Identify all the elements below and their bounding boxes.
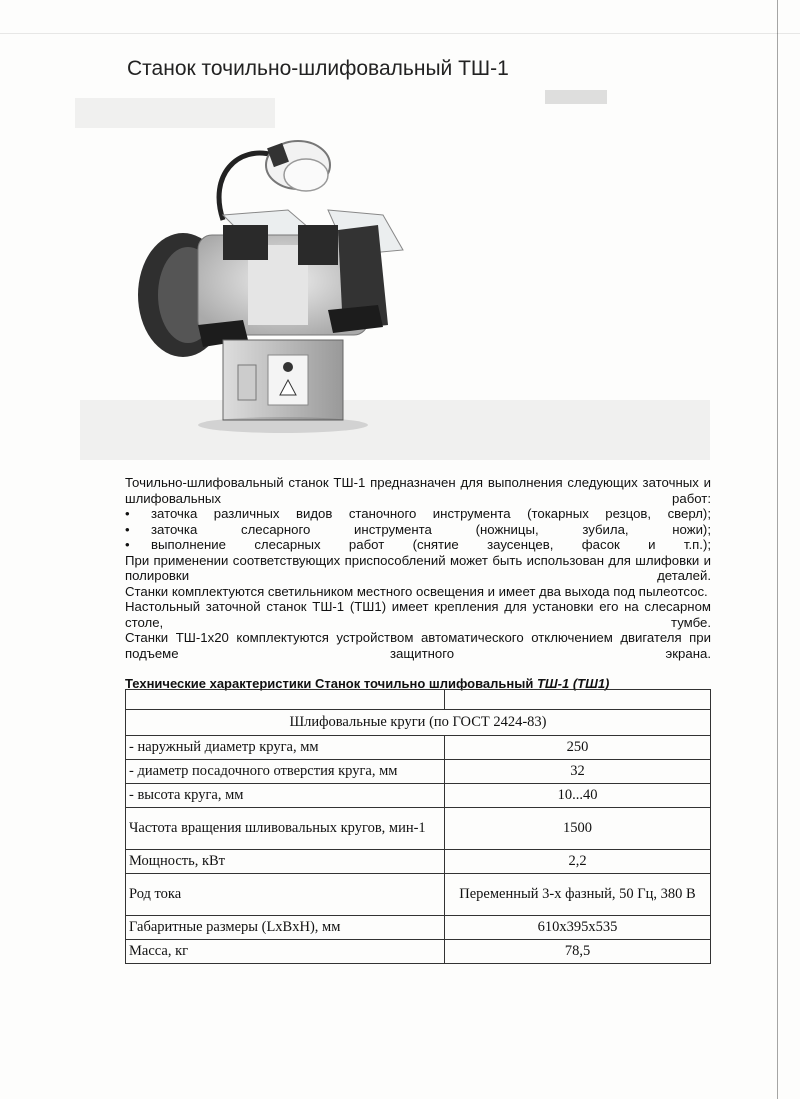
spec-label: Мощность, кВт <box>126 850 445 874</box>
paragraph-line: Настольный заточной станок ТШ-1 (ТШ1) имеет крепления для установки его на слесарном <box>125 599 711 614</box>
table-row <box>126 940 711 964</box>
table-row <box>126 916 711 940</box>
table-cell <box>126 690 445 710</box>
table-title-model: ТШ-1 (ТШ1) <box>536 676 610 691</box>
spec-label: - наружный диаметр круга, мм <box>126 736 445 760</box>
description-intro-end: шлифовальных работ: <box>125 490 711 506</box>
description-intro: Точильно-шлифовальный станок ТШ-1 предназначен для выполнения следующих заточных и <box>125 475 711 490</box>
list-item <box>125 522 711 538</box>
bullet-mark: • <box>125 521 130 537</box>
list-item <box>125 506 711 522</box>
bullet-mark: • <box>125 537 130 552</box>
scan-edge-line <box>0 33 800 34</box>
list-item-text: выполнение слесарных работ (снятие заусенцев, фасок и т.п.); <box>151 537 711 552</box>
paragraph-line: столе, тумбе. <box>125 614 711 630</box>
spec-label: - диаметр посадочного отверстия круга, мм <box>126 760 445 784</box>
paragraph-line: полировки деталей. <box>125 568 711 583</box>
spec-value: 10...40 <box>445 784 711 808</box>
list-item-text: заточка слесарного инструмента (ножницы, зубила, ножи); <box>151 521 711 537</box>
table-section-header: Шлифовальные круги (по ГОСТ 2424-83) <box>126 710 711 736</box>
table-row <box>126 874 711 916</box>
page-title: Станок точильно-шлифовальный ТШ-1 <box>127 57 509 80</box>
grinding-machine-image <box>128 115 418 440</box>
table-cell <box>445 690 711 710</box>
table-row <box>126 760 711 784</box>
paragraph-line: Станки комплектуются светильником местного освещения и имеет два выхода под пылеотсос. <box>125 583 708 599</box>
spec-label: Частота вращения шливовальных кругов, мин-1 <box>126 808 445 850</box>
scan-edge-line <box>777 0 778 1099</box>
spec-value: 32 <box>445 760 711 784</box>
table-row <box>126 850 711 874</box>
bullet-mark: • <box>125 506 130 521</box>
spec-value: 1500 <box>445 808 711 850</box>
spec-value: 610x395x535 <box>445 916 711 940</box>
description <box>125 475 711 661</box>
table-row <box>126 808 711 850</box>
spec-label: Род тока <box>126 874 445 916</box>
spec-label: - высота круга, мм <box>126 784 445 808</box>
paragraph-line: подъеме защитного экрана. <box>125 645 711 661</box>
scan-bleed-mark <box>545 90 607 104</box>
spec-label: Масса, кг <box>126 940 445 964</box>
spec-value: 250 <box>445 736 711 760</box>
list-item-text: заточка различных видов станочного инструмента (токарных резцов, сверл); <box>151 506 711 521</box>
list-item <box>125 537 711 553</box>
paragraph-line: Станки ТШ-1х20 комплектуются устройством автоматического отключением двигателя при <box>125 630 711 645</box>
table-row <box>126 784 711 808</box>
paragraph-line: При применении соответствующих приспособлений может быть использован для шлифовки и <box>125 552 711 568</box>
table-row <box>126 690 711 710</box>
spec-value: 78,5 <box>445 940 711 964</box>
table-row <box>126 710 711 736</box>
table-row <box>126 736 711 760</box>
spec-value: Переменный 3-х фазный, 50 Гц, 380 В <box>445 874 711 916</box>
spec-value: 2,2 <box>445 850 711 874</box>
table-title-main: Технические характеристики Станок точильно шлифовальный <box>125 676 534 691</box>
spec-label: Габаритные размеры (LxBxH), мм <box>126 916 445 940</box>
specs-table <box>125 689 711 964</box>
